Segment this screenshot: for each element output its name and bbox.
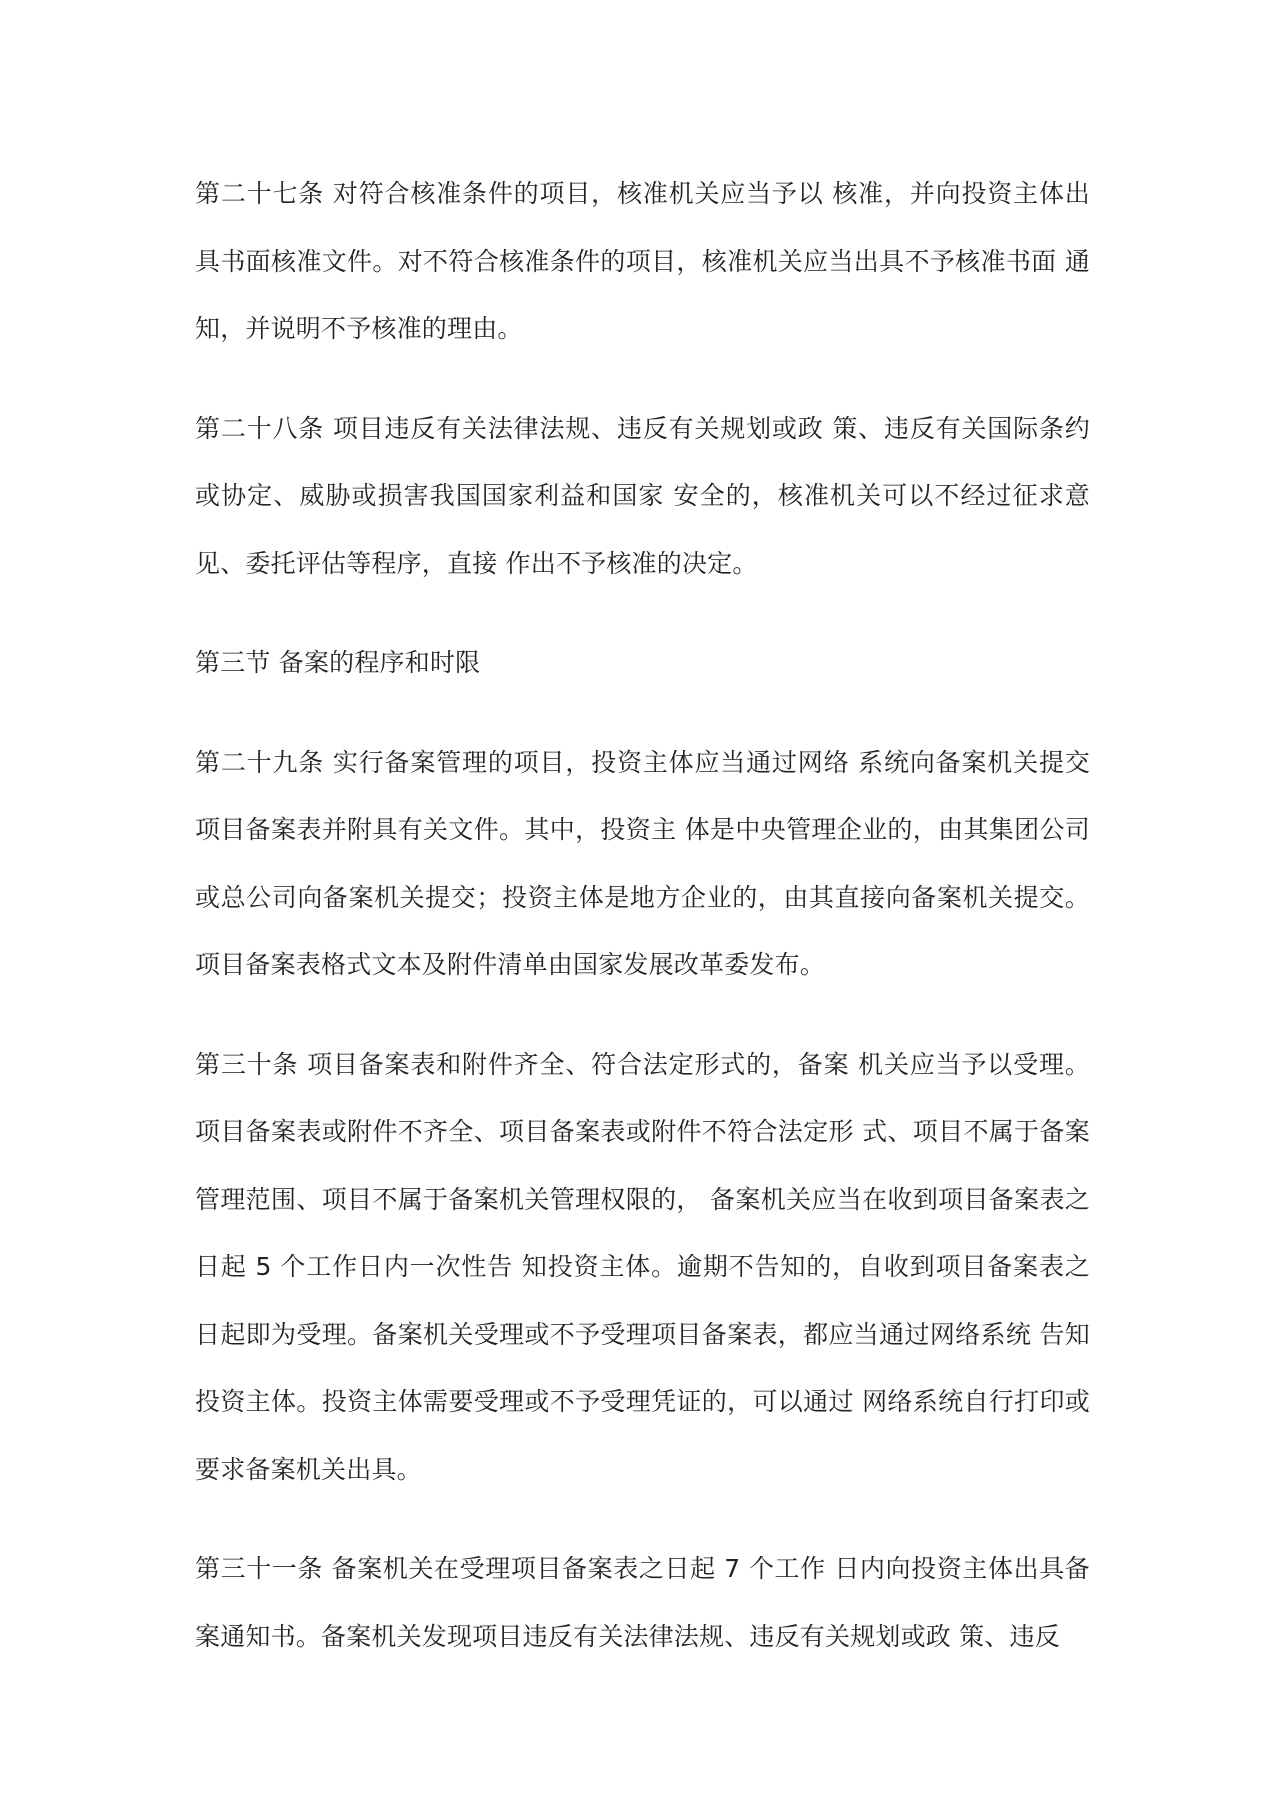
document-body	[195, 160, 1090, 1702]
section-3-heading: 第三节 备案的程序和时限	[195, 648, 481, 677]
article-28-paragraph: 第二十八条 项目违反有关法律法规、违反有关规划或政 策、违反有关国际条约或协定、威胁或损害我国国家利益和国家 安全的，核准机关可以不经过征求意见、委托评估等程序，直接 作出不予核准的决定。	[195, 413, 1090, 578]
article-30-paragraph: 第三十条 项目备案表和附件齐全、符合法定形式的，备案 机关应当予以受理。项目备案表或附件不齐全、项目备案表或附件不符合法定形 式、项目不属于备案管理范围、项目不属于备案机关管理权限的， 备案机关应当在收到项目备案表之日起 5 个工作日内一次性告 知投资主体。逾期不告知的，自收到项目备案表之日起即为受理。备案机关受理或不予受理项目备案表，都应当通过网络系统 告知投资主体。投资主体需要受理或不予受理凭证的，可以通过 网络系统自行打印或要求备案机关出具。	[195, 1049, 1090, 1484]
article-27-paragraph: 第二十七条 对符合核准条件的项目，核准机关应当予以 核准，并向投资主体出具书面核准文件。对不符合核准条件的项目，核准机关应当出具不予核准书面 通知，并说明不予核准的理由。	[195, 179, 1090, 343]
article-31-paragraph: 第三十一条 备案机关在受理项目备案表之日起 7 个工作 日内向投资主体出具备案通知书。备案机关发现项目违反有关法律法规、违反有关规划或政 策、违反	[195, 1554, 1090, 1651]
article-29-paragraph: 第二十九条 实行备案管理的项目，投资主体应当通过网络 系统向备案机关提交项目备案表并附具有关文件。其中，投资主 体是中央管理企业的，由其集团公司或总公司向备案机关提交；投资主体是地方企业的，由其直接向备案机关提交。 项目备案表格式文本及附件清单由国家发展改革委发布。	[195, 747, 1090, 979]
